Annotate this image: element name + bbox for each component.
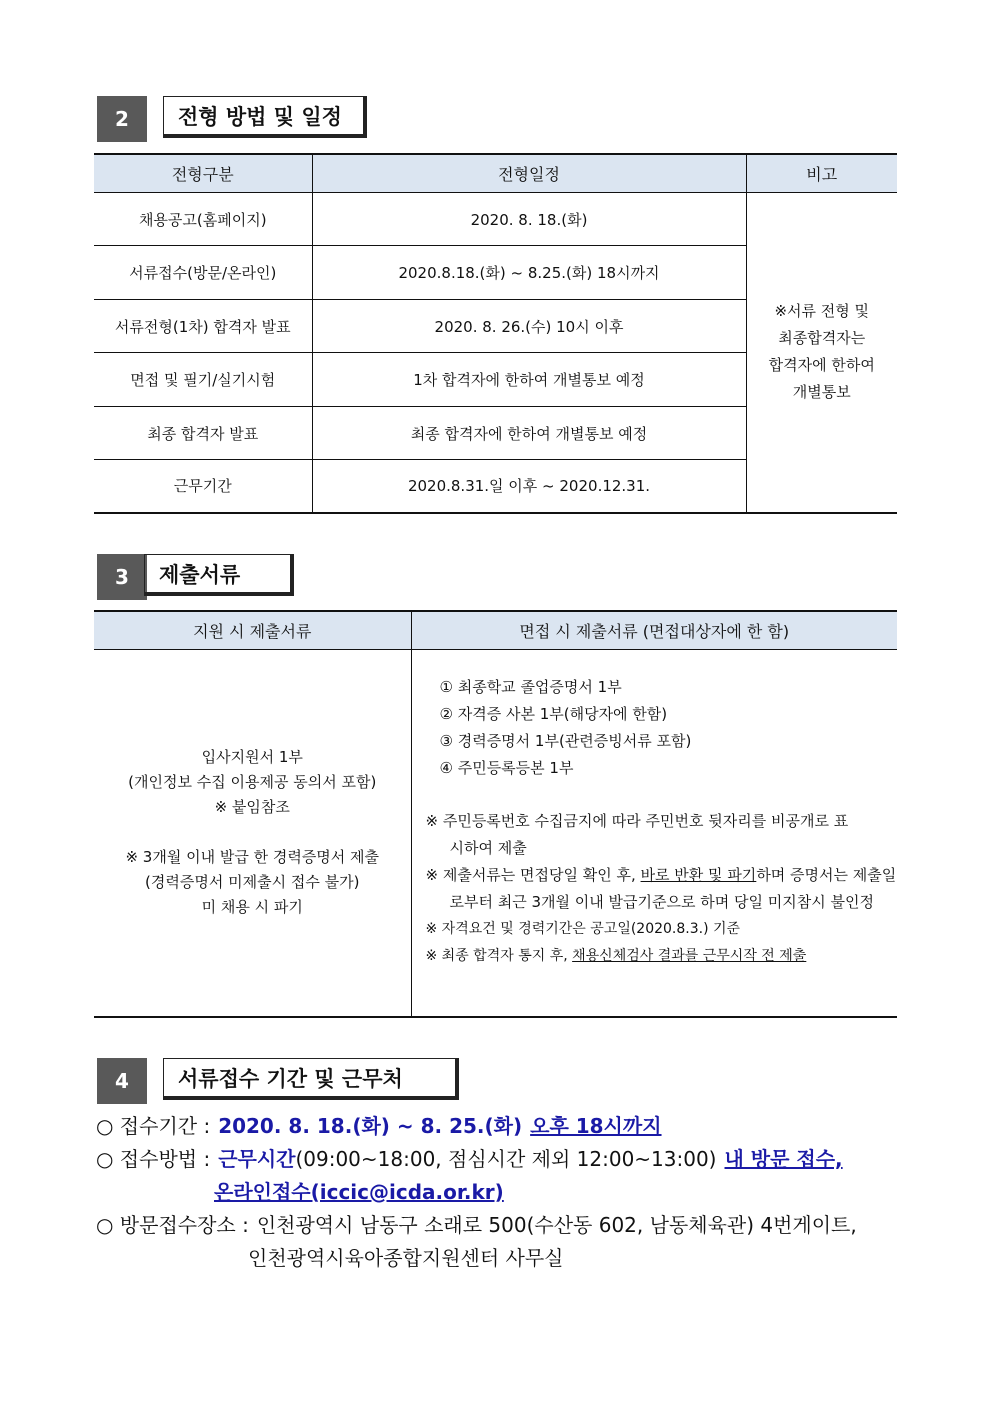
period-label: ○ 접수기간 : <box>96 1114 211 1138</box>
apply-docs-cell <box>94 650 411 1017</box>
note-line: 합격자에 한하여 <box>768 356 875 375</box>
place-label: ○ 방문접수장소 : <box>96 1213 249 1237</box>
stage-cell: 서류전형(1차) 합격자 발표 <box>94 300 312 353</box>
section-title: 제출서류 <box>144 554 294 596</box>
apply-line: 미 채용 시 파기 <box>201 898 303 917</box>
method-visit: 내 방문 접수, <box>724 1147 843 1171</box>
doc-note: ※ 자격요건 및 경력기간은 공고일(2020.8.3.) 기준 <box>425 921 741 937</box>
header-note: 비고 <box>746 154 897 193</box>
doc-note: ※ 주민등록번호 수집금지에 따라 주민번호 뒷자리를 비공개로 표시하여 제출 <box>425 812 849 857</box>
stage-cell: 근무기간 <box>94 460 312 513</box>
place-address: 인천광역시 남동구 소래로 500(수산동 602, 남동체육관) 4번게이트, <box>256 1213 857 1237</box>
method-row <box>96 1143 857 1176</box>
apply-line: ※ 붙임참조 <box>214 798 290 817</box>
stage-cell: 면접 및 필기/실기시험 <box>94 353 312 407</box>
doc-item: ② 자격증 사본 1부(해당자에 한함) <box>439 705 668 723</box>
doc-item: ① 최종학교 졸업증명서 1부 <box>439 678 622 696</box>
doc-note: ※ 제출서류는 면접당일 확인 후, 바로 반환 및 파기하며 증명서는 제출일로부터 최근 3개월 이내 발급기준으로 하며 당일 미지참시 불인정 <box>425 866 897 911</box>
doc-item: ③ 경력증명서 1부(관련증빙서류 포함) <box>439 732 692 750</box>
place-row <box>96 1209 857 1242</box>
section-title: 전형 방법 및 일정 <box>163 96 367 138</box>
schedule-cell: 2020. 8. 18.(화) <box>312 193 746 246</box>
apply-line: ※ 3개월 이내 발급 한 경력증명서 제출 <box>125 848 380 867</box>
documents-table <box>94 610 897 1018</box>
method-online: 온라인접수(iccic@icda.or.kr) <box>214 1180 504 1204</box>
apply-line: (경력증명서 미제출시 접수 불가) <box>145 873 360 892</box>
section-number: 3 <box>97 554 147 600</box>
header-schedule: 전형일정 <box>312 154 746 193</box>
apply-line: 입사지원서 1부 <box>201 748 303 767</box>
doc-note: ※ 최종 합격자 통지 후, 채용신체검사 결과를 근무시작 전 제출 <box>425 948 807 964</box>
submission-info <box>96 1110 857 1275</box>
section-number: 2 <box>97 96 147 142</box>
doc-item: ④ 주민등록등본 1부 <box>439 759 574 777</box>
period-row <box>96 1110 857 1143</box>
underlined-text: 바로 반환 및 파기 <box>640 866 757 884</box>
schedule-cell: 2020.8.31.일 이후 ~ 2020.12.31. <box>312 460 746 513</box>
header-interview-docs: 면접 시 제출서류 (면접대상자에 한 함) <box>411 611 897 650</box>
schedule-table <box>94 153 897 514</box>
method-hours-detail: (09:00~18:00, 점심시간 제외 12:00~13:00) <box>295 1147 717 1171</box>
underlined-text: 채용신체검사 결과를 근무시작 전 제출 <box>572 948 807 964</box>
note-line: 개별통보 <box>792 383 851 402</box>
note-line: ※서류 전형 및 <box>774 302 870 321</box>
interview-docs-cell <box>411 650 897 1017</box>
method-hours: 근무시간 <box>218 1147 296 1171</box>
header-apply-docs: 지원 시 제출서류 <box>94 611 411 650</box>
section-number: 4 <box>97 1058 147 1104</box>
apply-line: (개인정보 수집 이용제공 동의서 포함) <box>128 773 377 792</box>
method-label: ○ 접수방법 : <box>96 1147 211 1171</box>
place-office: 인천광역시육아종합지원센터 사무실 <box>248 1246 564 1270</box>
period-time: 오후 18시까지 <box>530 1114 662 1138</box>
schedule-cell: 최종 합격자에 한하여 개별통보 예정 <box>312 407 746 460</box>
schedule-cell: 2020. 8. 26.(수) 10시 이후 <box>312 300 746 353</box>
place-row-2 <box>96 1242 857 1275</box>
stage-cell: 최종 합격자 발표 <box>94 407 312 460</box>
stage-cell: 서류접수(방문/온라인) <box>94 246 312 300</box>
note-line: 최종합격자는 <box>778 329 866 348</box>
schedule-cell: 2020.8.18.(화) ~ 8.25.(화) 18시까지 <box>312 246 746 300</box>
method-row-2 <box>96 1176 857 1209</box>
period-value: 2020. 8. 18.(화) ~ 8. 25.(화) <box>218 1114 523 1138</box>
header-stage: 전형구분 <box>94 154 312 193</box>
stage-cell: 채용공고(홈페이지) <box>94 193 312 246</box>
schedule-cell: 1차 합격자에 한하여 개별통보 예정 <box>312 353 746 407</box>
note-cell <box>746 193 897 513</box>
section-title: 서류접수 기간 및 근무처 <box>163 1058 459 1100</box>
